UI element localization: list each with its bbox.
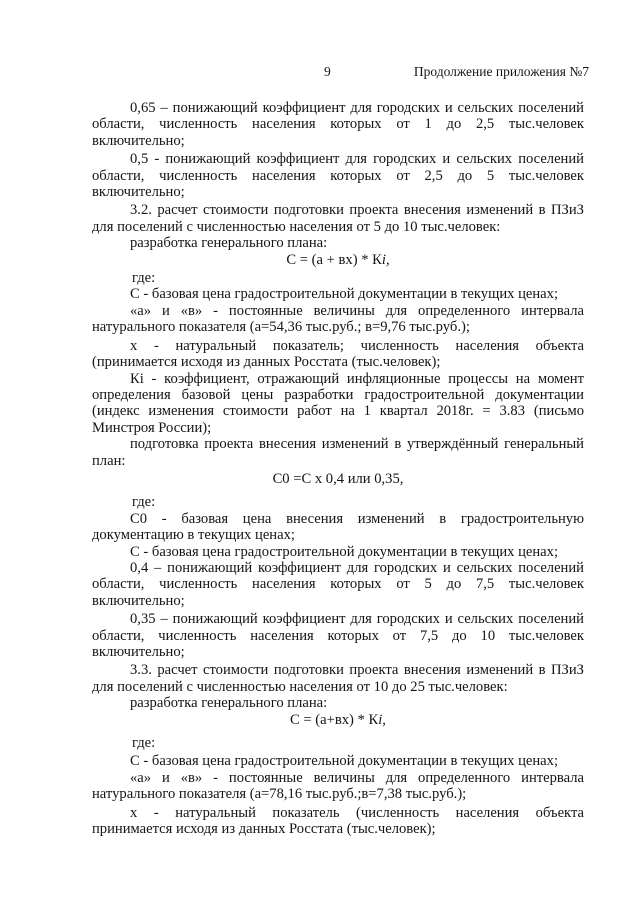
paragraph-ki-definition: Кi - коэффициент, отражающий инфляционные процессы на момент определения базовой цены разработки градостроительной документации (индекс изменения стоимости работ на 1 квартал 2018г. = 3.83 (письмо Минстроя России);	[92, 370, 584, 436]
paragraph-coefficient-05: 0,5 - понижающий коэффициент для городских и сельских поселений области, численность населения которых от 2,5 до 5 тыс.человек включительно;	[92, 151, 584, 201]
paragraph-coefficient-065: 0,65 – понижающий коэффициент для городских и сельских поселений области, численность населения которых от 1 до 2,5 тыс.человек включительно;	[92, 100, 584, 149]
paragraph-section-3-3: 3.3. расчет стоимости подготовки проекта внесения изменений в ПЗиЗ для поселений с численностью населения от 10 до 25 тыс.человек:	[92, 662, 584, 695]
paragraph-x-definition: х - натуральный показатель; численность населения объекта (принимается исходя из данных Росстата (тыс.человек);	[92, 337, 584, 371]
paragraph-amendment-preparation: подготовка проекта внесения изменений в утверждённый генеральный план:	[92, 436, 584, 469]
formula-amendment-price: С0 =С х 0,4 или 0,35,	[272, 470, 404, 487]
paragraph-coefficient-04: 0,4 – понижающий коэффициент для городских и сельских поселений области, численность населения которых от 5 до 7,5 тыс.человек включительно;	[92, 559, 584, 609]
page-header	[0, 64, 640, 84]
formula-base-price: С = (а + вх) * Кi,	[286, 251, 390, 268]
where-label: где:	[132, 494, 156, 511]
paragraph-a-b-definition: «а» и «в» - постоянные величины для определенного интервала натурального показателя (а=78,16 тыс.руб.;в=7,38 тыс.руб.);	[92, 769, 584, 803]
page-number: 9	[324, 64, 331, 79]
paragraph-c-definition: С - базовая цена градостроительной документации в текущих ценах;	[130, 543, 559, 560]
formula-base-price: С = (а+вх) * Кi,	[290, 711, 386, 728]
document-body	[92, 100, 584, 837]
paragraph-master-plan-development: разработка генерального плана:	[130, 235, 328, 252]
paragraph-coefficient-035: 0,35 – понижающий коэффициент для городских и сельских поселений области, численность населения которых от 7,5 до 10 тыс.человек включительно;	[92, 611, 584, 660]
where-label: где:	[132, 735, 156, 752]
paragraph-c-definition: С - базовая цена градостроительной документации в текущих ценах;	[130, 286, 559, 303]
paragraph-c0-definition: С0 - базовая цена внесения изменений в градостроительную документацию в текущих ценах;	[92, 510, 584, 544]
paragraph-a-b-definition: «а» и «в» - постоянные величины для определенного интервала натурального показателя (а=54,36 тыс.руб.; в=9,76 тыс.руб.);	[92, 302, 584, 336]
paragraph-c-definition: С - базовая цена градостроительной документации в текущих ценах;	[130, 753, 559, 770]
appendix-continuation-label: Продолжение приложения №7	[413, 64, 589, 79]
where-label: где:	[132, 270, 156, 287]
paragraph-x-definition: х - натуральный показатель (численность населения объекта принимается исходя из данных Росстата (тыс.человек);	[92, 804, 584, 838]
paragraph-section-3-2: 3.2. расчет стоимости подготовки проекта внесения изменений в ПЗиЗ для поселений с численностью населения от 5 до 10 тыс.человек:	[92, 202, 584, 235]
paragraph-master-plan-development: разработка генерального плана:	[130, 695, 328, 712]
